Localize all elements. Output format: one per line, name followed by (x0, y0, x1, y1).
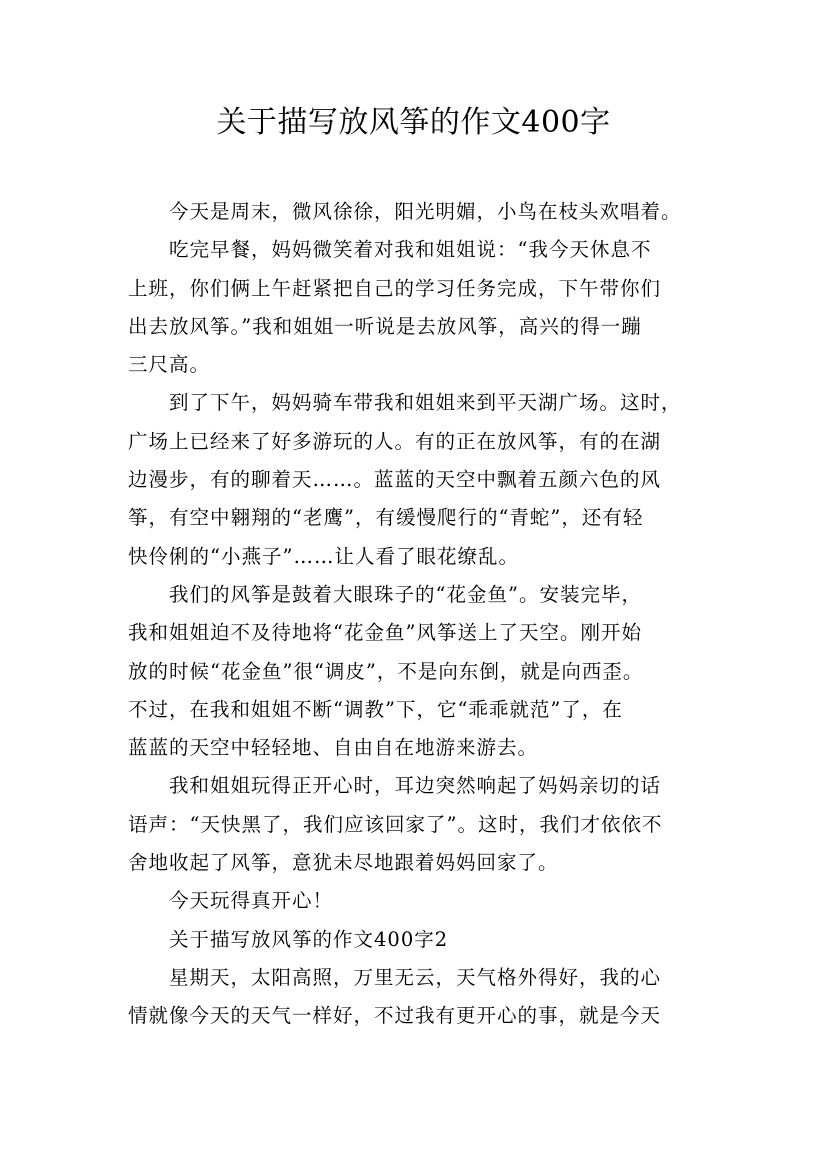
text-line: 舍地收起了风筝，意犹未尽地跟着妈妈回家了。 (128, 851, 559, 875)
text-line: 语声：“天快黑了，我们应该回家了”。这时，我们才依依不 (128, 812, 663, 836)
text-line: 我和姐姐玩得正开心时，耳边突然响起了妈妈亲切的话 (169, 774, 662, 798)
text-line: 上班，你们俩上午赶紧把自己的学习任务完成，下午带你们 (128, 276, 662, 300)
text-line: 吃完早餐，妈妈微笑着对我和姐姐说：“我今天休息不 (169, 238, 652, 262)
document-title: 关于描写放风筝的作文400字 (216, 105, 611, 140)
text-line: 广场上已经来了好多游玩的人。有的正在放风筝，有的在湖 (128, 429, 662, 453)
text-line: 出去放风筝。”我和姐姐一听说是去放风筝，高兴的得一蹦 (128, 314, 642, 338)
text-line: 我和姐姐迫不及待地将“花金鱼”风筝送上了天空。刚开始 (128, 621, 642, 645)
text-line: 今天是周末，微风徐徐，阳光明媚，小鸟在枝头欢唱着。 (169, 200, 682, 223)
text-line: 我们的风筝是鼓着大眼珠子的“花金鱼”。安装完毕， (169, 582, 642, 606)
text-line: 今天玩得真开心！ (169, 889, 334, 913)
text-line: 星期天，太阳高照，万里无云，天气格外得好，我的心 (169, 965, 662, 989)
text-line: 到了下午，妈妈骑车带我和姐姐来到平天湖广场。这时， (169, 391, 682, 415)
text-line: 不过，在我和姐姐不断“调教”下，它“乖乖就范”了，在 (128, 697, 623, 721)
document-body (128, 193, 708, 1036)
text-line: 放的时候“花金鱼”很“调皮”，不是向东倒，就是向西歪。 (128, 659, 644, 683)
text-line: 关于描写放风筝的作文400字2 (169, 927, 449, 951)
text-line: 蓝蓝的天空中轻轻地、自由自在地游来游去。 (128, 736, 539, 760)
text-line: 边漫步，有的聊着天……。蓝蓝的天空中飘着五颜六色的风 (128, 468, 662, 492)
text-line: 快伶俐的“小燕子”……让人看了眼花缭乱。 (128, 544, 519, 568)
text-line: 三尺高。 (128, 353, 211, 377)
text-line: 情就像今天的天气一样好，不过我有更开心的事，就是今天 (128, 1004, 662, 1028)
text-line: 筝，有空中翱翔的“老鹰”，有缓慢爬行的“青蛇”，还有轻 (128, 506, 644, 530)
